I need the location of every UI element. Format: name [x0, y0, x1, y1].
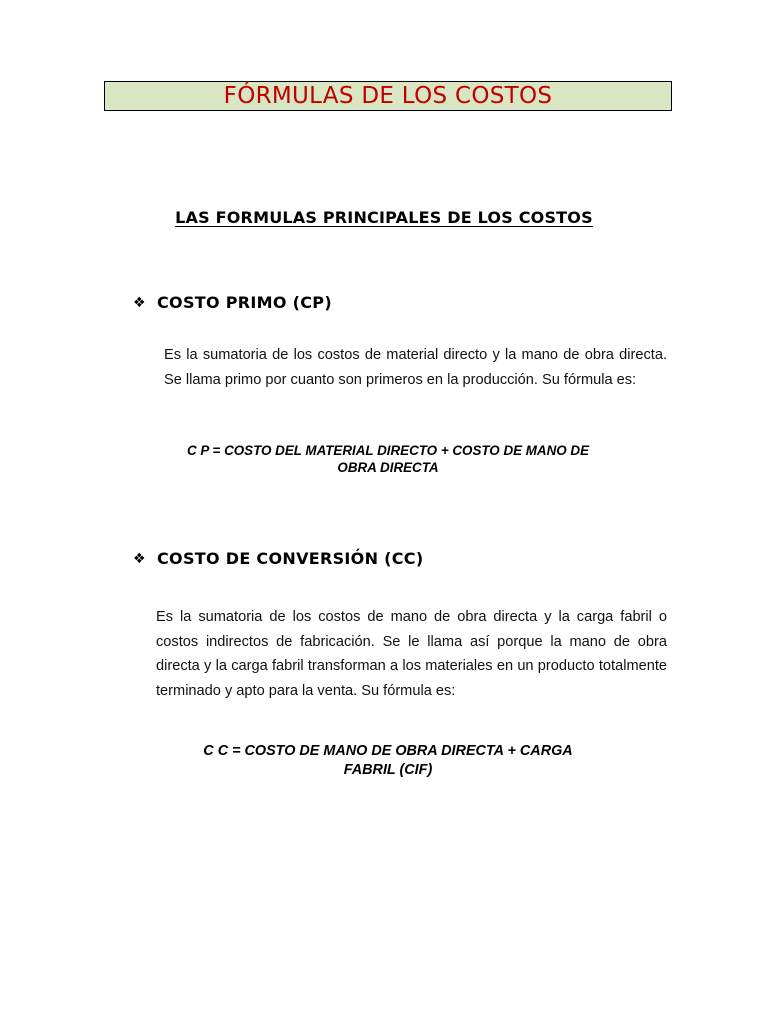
document-title: FÓRMULAS DE LOS COSTOS [223, 82, 553, 109]
section-heading-text: COSTO PRIMO (CP) [157, 293, 332, 312]
section-description-costo-primo: Es la sumatoria de los costos de material directo y la mano de obra directa. Se llama primo por cuanto son primeros en la producción. Su fórmula es: [164, 347, 667, 388]
formula-line: OBRA DIRECTA [337, 460, 439, 475]
formula-line: C C = COSTO DE MANO DE OBRA DIRECTA + CARGA [203, 743, 573, 759]
subtitle: LAS FORMULAS PRINCIPALES DE LOS COSTOS [175, 208, 593, 227]
formula-costo-conversion [150, 742, 626, 780]
formula-line: C P = COSTO DEL MATERIAL DIRECTO + COSTO DE MANO DE [186, 443, 590, 458]
title-box [104, 81, 672, 111]
formula-line: FABRIL (CIF) [343, 762, 433, 778]
section-heading-costo-conversion [133, 549, 423, 568]
section-description-costo-conversion: Es la sumatoria de los costos de mano de obra directa y la carga fabril o costos indirectos de fabricación. Se le llama así porque la mano de obra directa y la carga fabril transforman a los materiales en un producto totalmente terminado y apto para la venta. Su fórmula es: [156, 609, 667, 699]
section-heading-costo-primo [133, 293, 332, 312]
diamond-bullet-icon: ❖ [133, 550, 146, 567]
formula-costo-primo [150, 442, 626, 476]
section-heading-text: COSTO DE CONVERSIÓN (CC) [157, 549, 424, 568]
diamond-bullet-icon: ❖ [133, 294, 146, 311]
